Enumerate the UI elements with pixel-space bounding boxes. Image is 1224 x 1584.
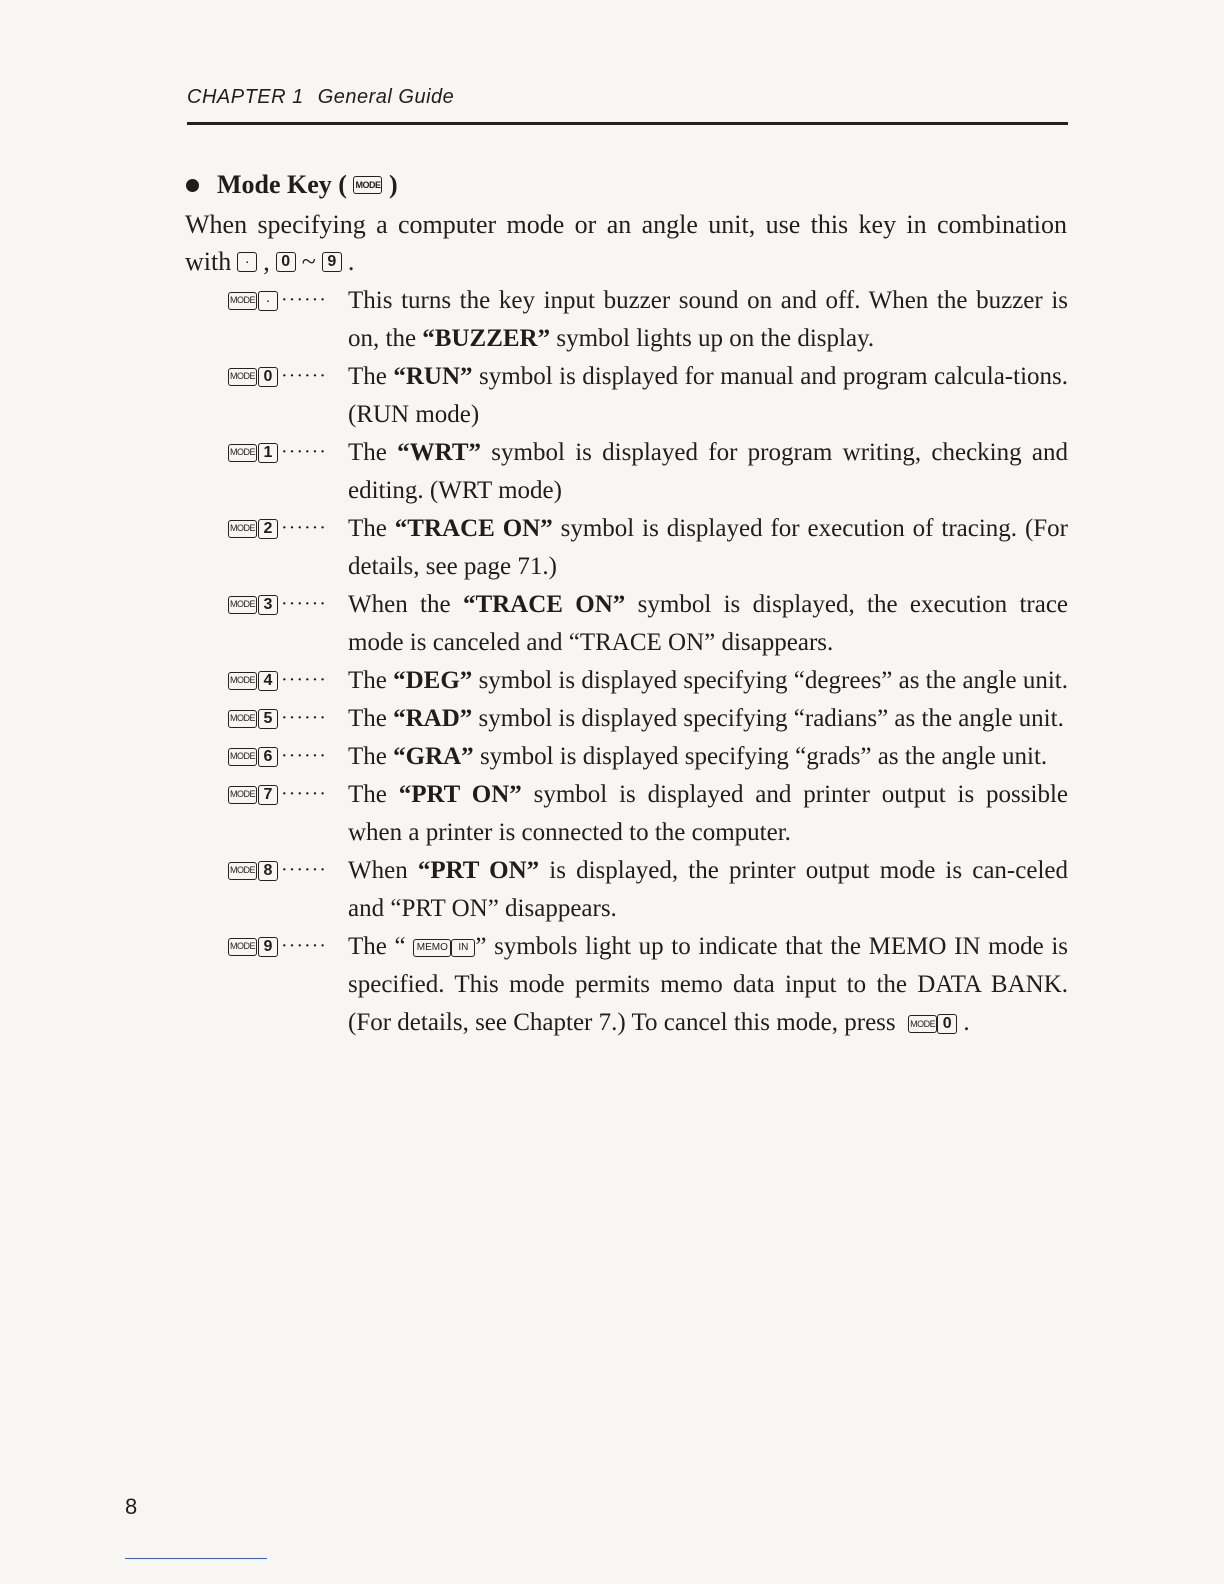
desc-text: symbol is displayed for program writing, checking and editing. (WRT mode) [348, 439, 1069, 504]
header-rule [187, 122, 1068, 125]
list-item [228, 852, 1068, 928]
entry-description [348, 662, 1068, 700]
entry-description [348, 852, 1068, 928]
key-1-icon: 1 [258, 443, 278, 463]
mode-key-icon: MODE [228, 672, 257, 690]
list-item [228, 282, 1068, 358]
key-combo [228, 434, 348, 471]
desc-bold: “PRT ON” [417, 857, 540, 884]
key-combo [228, 928, 348, 965]
leader-dots: ······ [281, 707, 327, 729]
key-3-icon: 3 [258, 595, 278, 615]
leader-dots: ······ [281, 289, 327, 311]
key-7-icon: 7 [258, 785, 278, 805]
list-item [228, 586, 1068, 662]
key-9-icon: 9 [322, 252, 342, 272]
desc-bold: “TRACE ON” [394, 515, 553, 542]
desc-bold: “TRACE ON” [462, 591, 626, 618]
mode-key-icon: MODE [228, 710, 257, 728]
intro-period: . [347, 247, 355, 276]
chapter-title: General Guide [317, 86, 455, 108]
dot-key-icon: · [258, 291, 278, 311]
desc-text: The [348, 781, 399, 808]
desc-text: . [963, 1009, 970, 1036]
desc-text: When the [348, 591, 463, 618]
mode-key-icon: MODE [908, 1015, 937, 1033]
list-item [228, 434, 1068, 510]
mode-key-icon: MODE [228, 748, 257, 766]
key-combo [228, 738, 348, 775]
entry-description [348, 928, 1068, 1042]
entry-description [348, 586, 1068, 662]
desc-text: The [348, 363, 394, 390]
mode-key-icon: MODE [228, 938, 257, 956]
mode-key-icon: MODE [228, 862, 257, 880]
desc-text: symbol is displayed for execution of tracing. (For details, see page 71.) [348, 515, 1068, 580]
mode-key-icon: MODE [228, 444, 257, 462]
mode-key-icon: MODE [228, 596, 257, 614]
mode-key-icon: MODE [228, 292, 257, 310]
desc-text: symbol is displayed specifying “radians” as the angle unit. [472, 705, 1064, 732]
list-item [228, 358, 1068, 434]
key-combo [228, 662, 348, 699]
key-combo [228, 282, 348, 319]
leader-dots: ······ [281, 669, 327, 691]
intro-tilde: ~ [301, 247, 316, 276]
list-item [228, 928, 1068, 1042]
section-title [186, 170, 398, 200]
leader-dots: ······ [281, 441, 327, 463]
list-item [228, 700, 1068, 738]
mode-key-icon: MODE [228, 368, 257, 386]
running-header [187, 86, 454, 109]
list-item [228, 776, 1068, 852]
leader-dots: ······ [281, 365, 327, 387]
memo-key-icon: MEMO [413, 939, 451, 957]
desc-bold: “PRT ON” [398, 781, 522, 808]
key-combo [228, 586, 348, 623]
entry-description [348, 510, 1068, 586]
key-6-icon: 6 [258, 747, 278, 767]
key-4-icon: 4 [258, 671, 278, 691]
intro-paragraph-line2 [185, 243, 354, 280]
in-key-icon: IN [451, 939, 475, 957]
leader-dots: ······ [281, 517, 327, 539]
dot-key-icon: · [237, 252, 257, 272]
desc-bold: “RUN” [393, 363, 473, 390]
leader-dots: ······ [281, 783, 327, 805]
page-number: 8 [125, 1494, 138, 1519]
key-combo [228, 358, 348, 395]
desc-text: is displayed, the printer output mode is can-celed and “PRT ON” disappears. [348, 857, 1068, 922]
desc-text: symbol lights up on the display. [550, 325, 875, 352]
list-item [228, 510, 1068, 586]
entry-description [348, 434, 1068, 510]
key-0-icon: 0 [258, 367, 278, 387]
entry-description [348, 738, 1068, 776]
desc-text: When [348, 857, 418, 884]
mode-entries-list [228, 282, 1068, 1042]
leader-dots: ······ [281, 935, 327, 957]
key-0-icon: 0 [937, 1014, 957, 1034]
desc-text: The [348, 515, 395, 542]
leader-dots: ······ [281, 593, 327, 615]
key-5-icon: 5 [258, 709, 278, 729]
intro-paragraph: When specifying a computer mode or an angle unit, use this key in combination [185, 210, 1067, 239]
key-2-icon: 2 [258, 519, 278, 539]
section-title-close: ) [388, 170, 398, 199]
key-combo [228, 700, 348, 737]
desc-text: symbol is displayed, the execution trace mode is canceled and “TRACE ON” disappears. [348, 591, 1069, 656]
desc-bold: “BUZZER” [422, 325, 551, 352]
key-combo [228, 852, 348, 889]
key-9-icon: 9 [258, 937, 278, 957]
chapter-number: 1 [292, 86, 304, 108]
mode-key-icon: MODE [228, 520, 257, 538]
bullet-icon [186, 179, 199, 192]
desc-text: ” symbols light up to indicate that the MEMO IN mode is specified. This mode permits memo data input to the DATA BANK. (For details, see Chapter 7.) To cancel this mode, press [348, 933, 1069, 1036]
key-8-icon: 8 [258, 861, 278, 881]
desc-text: The [348, 743, 394, 770]
desc-bold: “GRA” [393, 743, 474, 770]
mode-key-icon: MODE [228, 786, 257, 804]
mode-key-icon: MODE [353, 176, 382, 194]
entry-description [348, 776, 1068, 852]
desc-text: The [348, 667, 394, 694]
list-item [228, 662, 1068, 700]
key-combo [228, 510, 348, 547]
chapter-label: CHAPTER [187, 86, 287, 108]
desc-text: symbol is displayed specifying “degrees” as the angle unit. [472, 667, 1068, 694]
leader-dots: ······ [281, 745, 327, 767]
leader-dots: ······ [281, 859, 327, 881]
desc-bold: “RAD” [393, 705, 473, 732]
key-0-icon: 0 [276, 252, 296, 272]
entry-description [348, 358, 1068, 434]
desc-text: The [348, 439, 398, 466]
key-combo [228, 776, 348, 813]
intro-comma: , [263, 247, 270, 276]
desc-text: The [348, 705, 394, 732]
list-item [228, 738, 1068, 776]
desc-text: symbol is displayed and printer output is possible when a printer is connected to the computer. [348, 781, 1068, 846]
desc-text: symbol is displayed for manual and program calcula-tions. (RUN mode) [348, 363, 1068, 428]
entry-description [348, 282, 1068, 358]
desc-bold: “DEG” [393, 667, 473, 694]
footer-rule [125, 1558, 267, 1559]
intro-with: with [185, 247, 232, 276]
desc-bold: “WRT” [397, 439, 482, 466]
desc-text: This turns the key input buzzer sound on and off. When the buzzer is on, the [348, 287, 1068, 352]
desc-text: symbol is displayed specifying “grads” as the angle unit. [473, 743, 1048, 770]
entry-description [348, 700, 1068, 738]
section-title-text: Mode Key ( [217, 170, 347, 199]
desc-text: The “ [348, 933, 406, 960]
